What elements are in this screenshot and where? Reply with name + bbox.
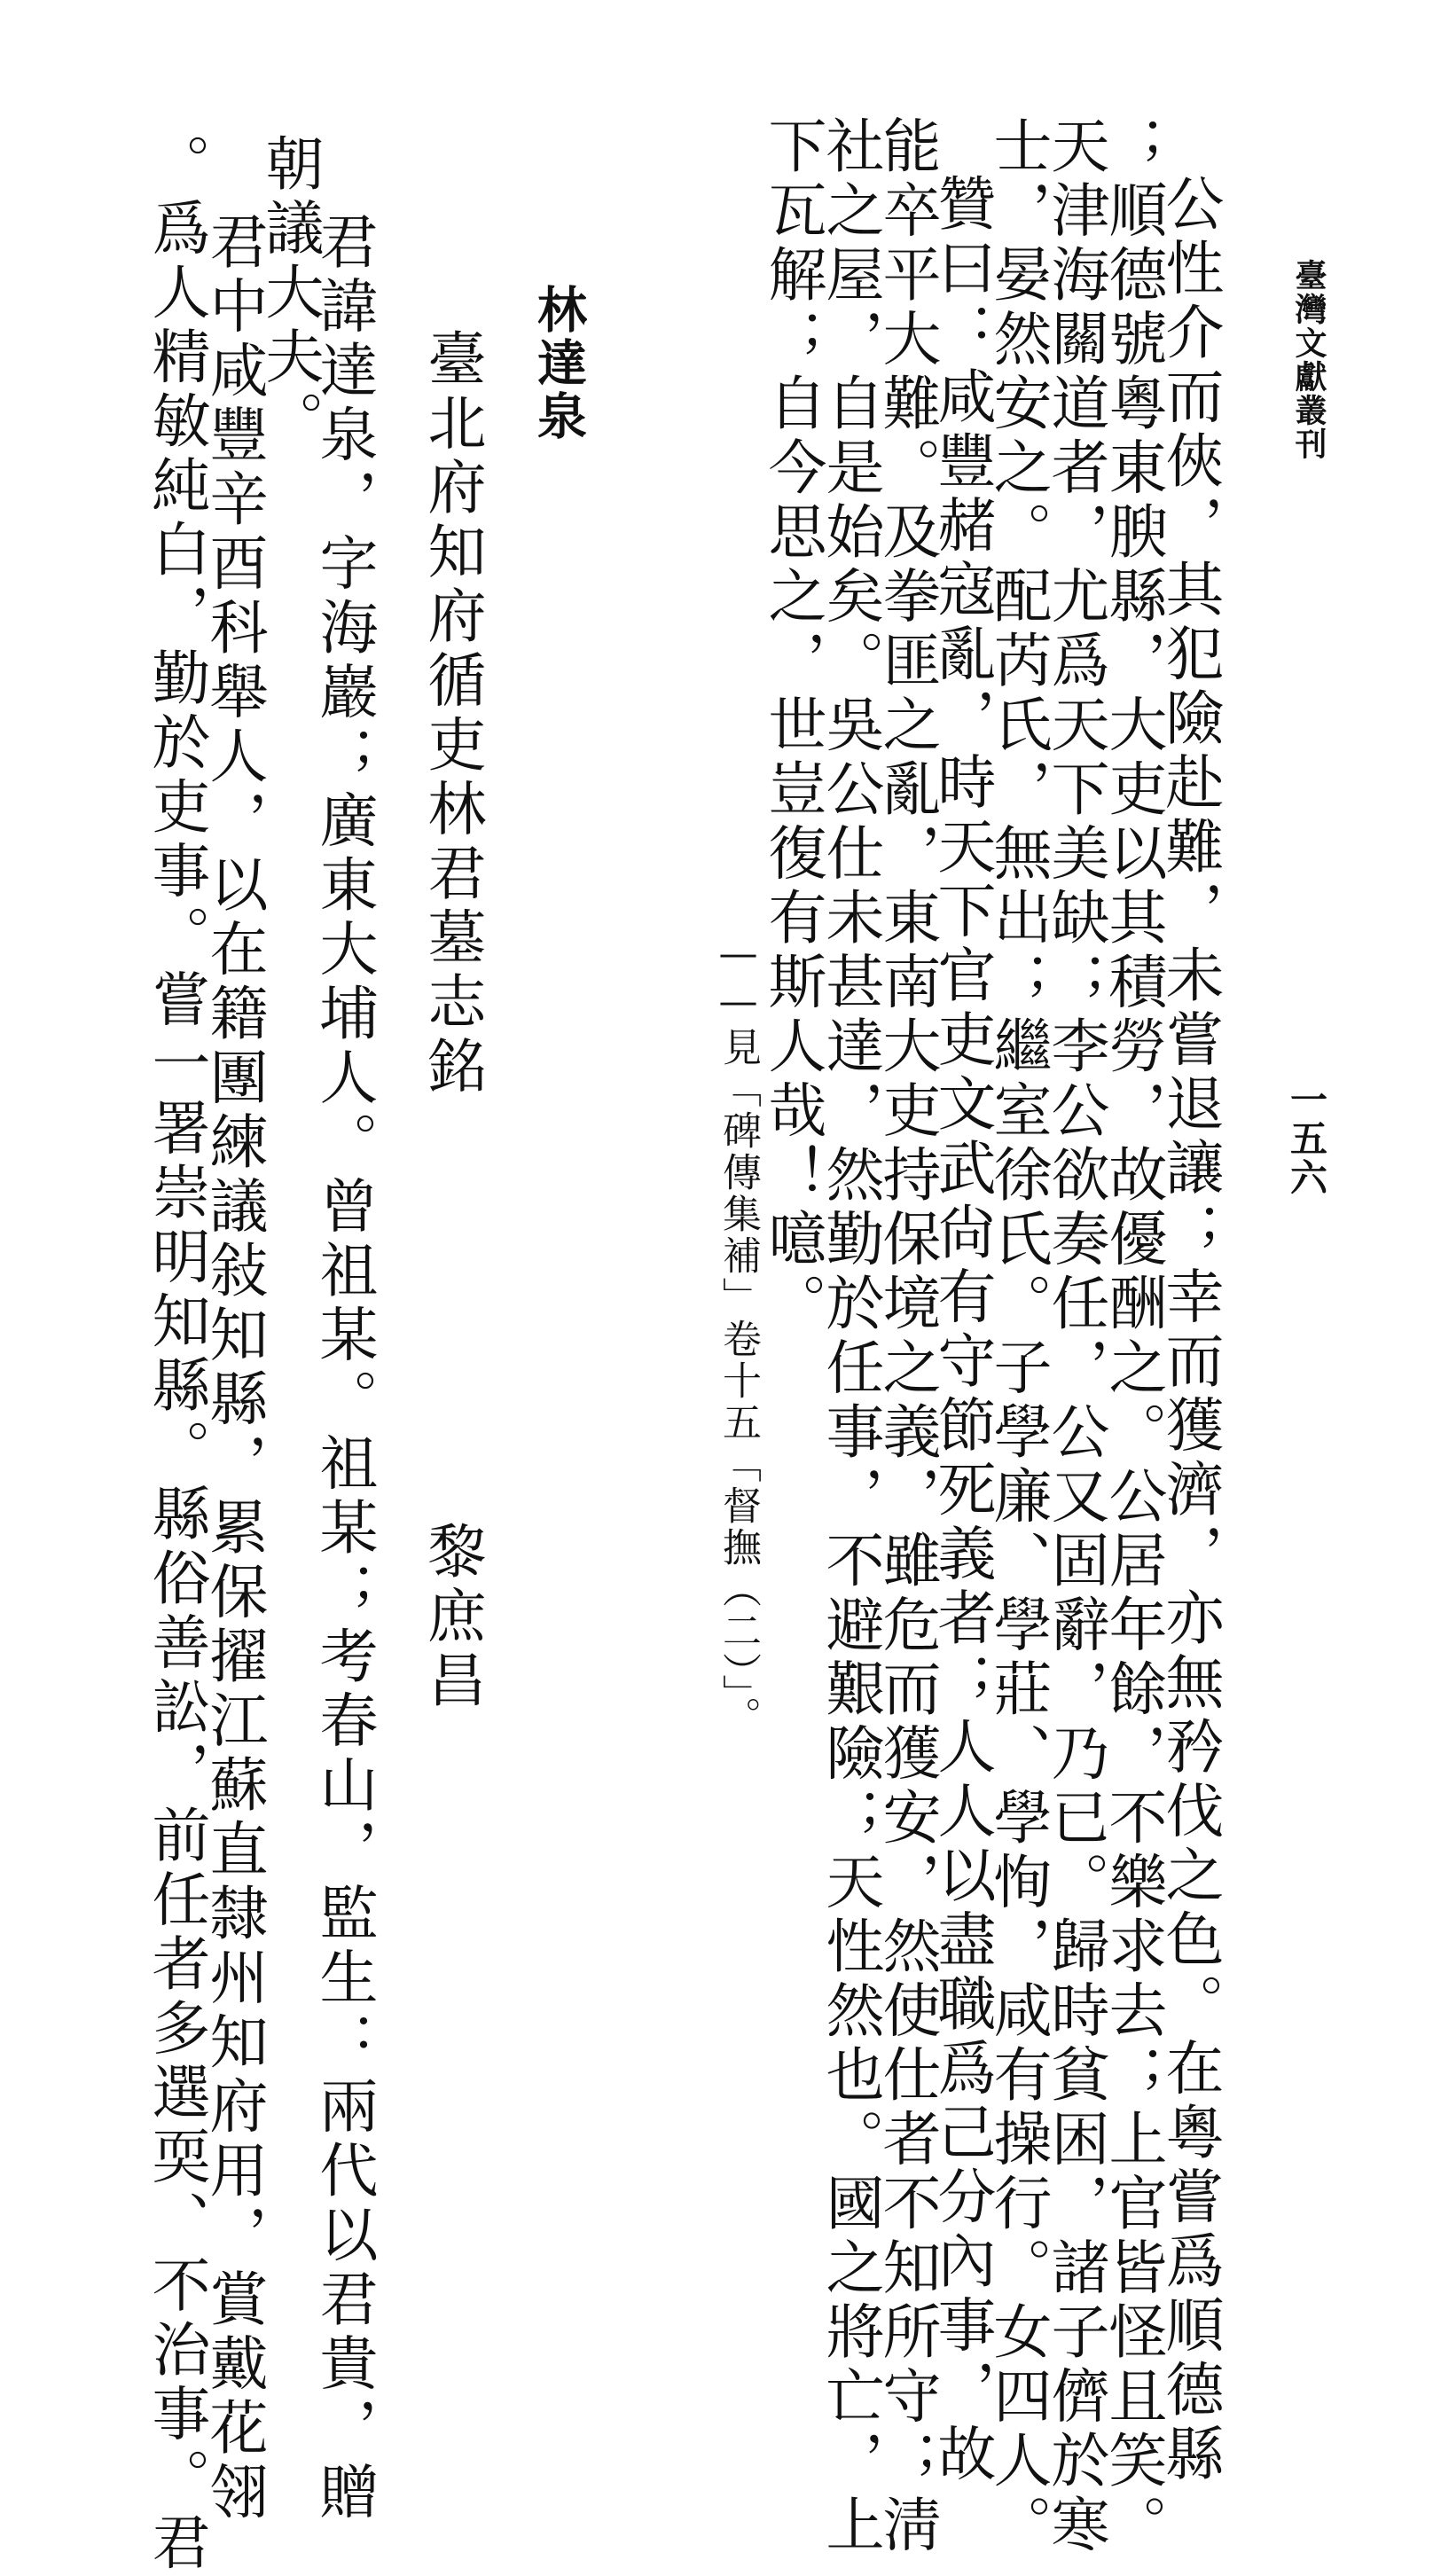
author: 黎庶昌 <box>418 1521 486 1714</box>
text-column-3: 天津海關道者，尤爲天下美缺；李公欲奏任，公又固辭，乃已。歸時貧困，諸子儕於寒 <box>1041 115 1109 2558</box>
subtitle: 臺北府知府循吏林君墓志銘 <box>418 328 486 1100</box>
section-title: 林達泉 <box>529 284 588 443</box>
text-column-6: 能卒平大難。及拳匪之亂，東南大吏持保境之義，雖危而獲安，然使仕者不知所守；淸 <box>873 115 941 2558</box>
text-column-9: 君諱達泉，字海巖；廣東大埔人。曾祖某。祖某；考春山，監生：兩代以君貴，贈 <box>309 211 378 2525</box>
text-column-12: 。爲人精敏純白，勤於吏事。嘗一署崇明知縣。縣俗善訟，前任者多選耎、不治事。君 <box>142 133 210 2576</box>
page-number: 一五六 <box>1285 1080 1328 1197</box>
text-column-8: 下瓦解；自今思之，世豈復有斯人哉！噫。 <box>758 115 826 1337</box>
text-column-4: 士，晏然安之。配芮氏，無出；繼室徐氏。子學廉、學莊、學恂，咸有操行。女四人。 <box>983 115 1052 2558</box>
text-column-5: 贊曰：咸豐赭寇亂，時天下官吏文武尙有守節死義者；人人以盡職爲己分內事，故 <box>928 173 996 2487</box>
text-column-1: 公性介而俠，其犯險赴難，未嘗退讓；幸而獲濟，亦無矜伐之色。在粵嘗爲順德縣 <box>1155 173 1224 2487</box>
text-column-10: 朝議大夫。 <box>255 133 324 455</box>
text-column-7: 社之屋，自是始矣。吳公仕未甚達，然勤於任事，不避艱險；天性然也。國之將亡，上 <box>816 115 884 2558</box>
text-column-11: 君中咸豐辛酉科舉人，以在籍團練議敍知縣，累保擢江蘇直隸州知府用，賞戴花翎 <box>200 211 268 2525</box>
citation: ——見「碑傳集補」卷十五「督撫（二）」。 <box>716 931 761 1738</box>
book-title: 臺灣文獻叢刊 <box>1290 259 1327 461</box>
text-column-2: ；順德號粵東腴縣，大吏以其積勞，故優酬之。公居年餘，不樂求去；上官皆怪且笑。 <box>1099 115 1167 2558</box>
